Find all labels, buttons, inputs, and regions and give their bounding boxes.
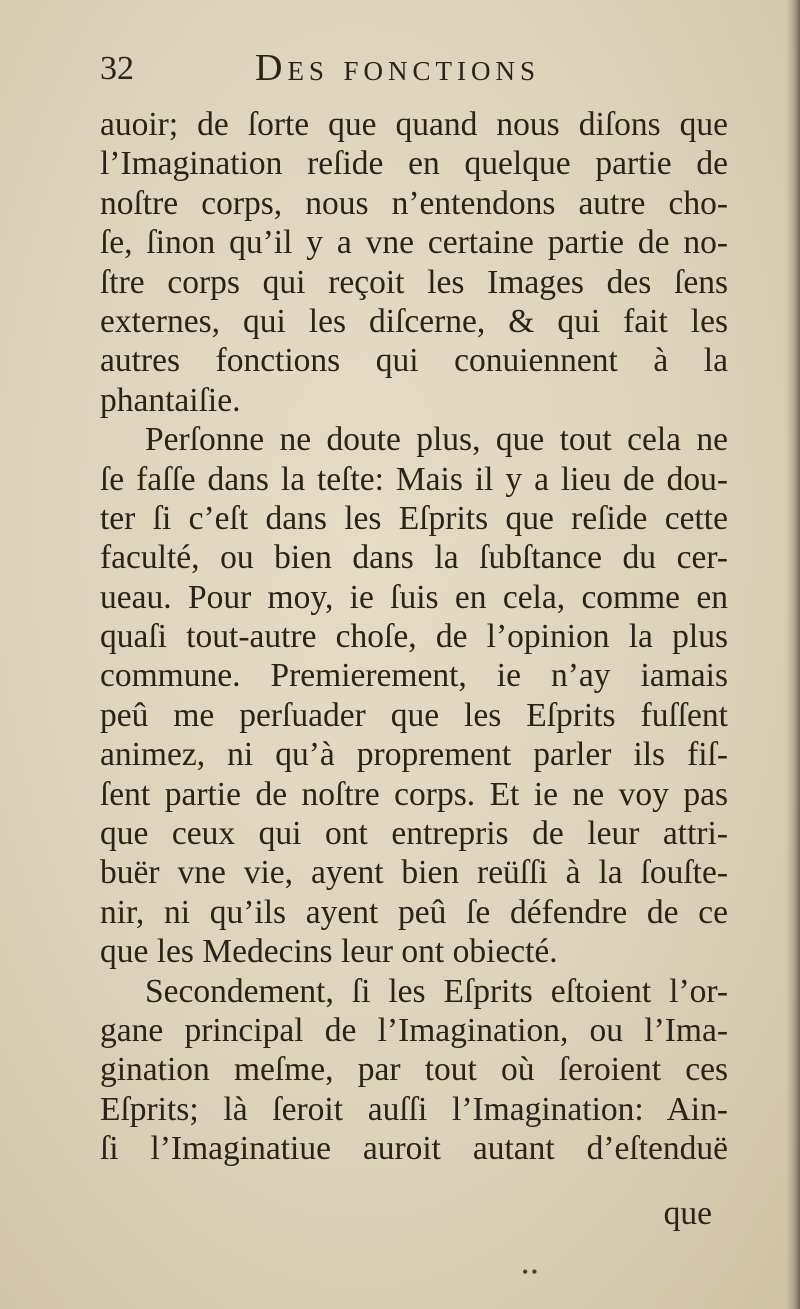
text-line: ſi l’Imaginatiue auroit autant d’eſtenduë bbox=[100, 1130, 728, 1168]
text-line: buër vne vie, ayent bien reüſſi à la ſouſte- bbox=[100, 854, 728, 892]
text-line: ſe, ſinon qu’il y a vne certaine partie de no- bbox=[100, 224, 728, 262]
text-line: autres fonctions qui conuiennent à la bbox=[100, 342, 728, 380]
text-line: ueau. Pour moy, ie ſuis en cela, comme en bbox=[100, 578, 728, 616]
text-line: phantaiſie. bbox=[100, 381, 241, 419]
text-line: commune. Premierement, ie n’ay iamais bbox=[100, 657, 728, 695]
text-line: gination meſme, par tout où ſeroient ces bbox=[100, 1051, 728, 1089]
paragraph-start-line: Secondement, ſi les Eſprits eſtoient l’or- bbox=[145, 972, 728, 1010]
text-line: ſent partie de noſtre corps. Et ie ne voy pas bbox=[100, 775, 728, 813]
page-edge-shadow bbox=[786, 0, 800, 1309]
text-line: quaſi tout-autre choſe, de l’opinion la plus bbox=[100, 618, 728, 656]
running-head: Des fonctions bbox=[255, 47, 540, 89]
text-line: noſtre corps, nous n’entendons autre cho- bbox=[100, 184, 728, 222]
text-line: que les Medecins leur ont obiecté. bbox=[100, 933, 558, 971]
text-line: ſe faſſe dans la teſte: Mais il y a lieu de dou- bbox=[100, 460, 728, 498]
text-line: que ceux qui ont entrepris de leur attri- bbox=[100, 815, 728, 853]
text-line: auoir; de ſorte que quand nous diſons que bbox=[100, 106, 728, 143]
text-line: ter ſi c’eſt dans les Eſprits que reſide cette bbox=[100, 499, 728, 537]
text-line: animez, ni qu’à proprement parler ils fiſ- bbox=[100, 736, 728, 774]
text-line: faculté, ou bien dans la ſubſtance du cer- bbox=[100, 539, 728, 577]
signature-mark: •• bbox=[522, 1262, 541, 1282]
text-line: nir, ni qu’ils ayent peû ſe défendre de ce bbox=[100, 893, 728, 931]
text-line: ſtre corps qui reçoit les Images des ſens bbox=[100, 263, 728, 301]
page-number: 32 bbox=[100, 50, 134, 87]
text-line: Eſprits; là ſeroit auſſi l’Imagination: Ain- bbox=[100, 1090, 728, 1128]
paragraph-start-line: Perſonne ne doute plus, que tout cela ne bbox=[145, 421, 728, 459]
text-line: peû me perſuader que les Eſprits fuſſent bbox=[100, 696, 728, 734]
text-line: gane principal de l’Imagination, ou l’Ima- bbox=[100, 1011, 728, 1049]
text-line: l’Imagination reſide en quelque partie de bbox=[100, 145, 728, 183]
catchword: que bbox=[663, 1195, 712, 1232]
page-header bbox=[100, 40, 720, 100]
text-line: externes, qui les diſcerne, & qui fait les bbox=[100, 302, 728, 340]
body-text bbox=[100, 105, 728, 1169]
